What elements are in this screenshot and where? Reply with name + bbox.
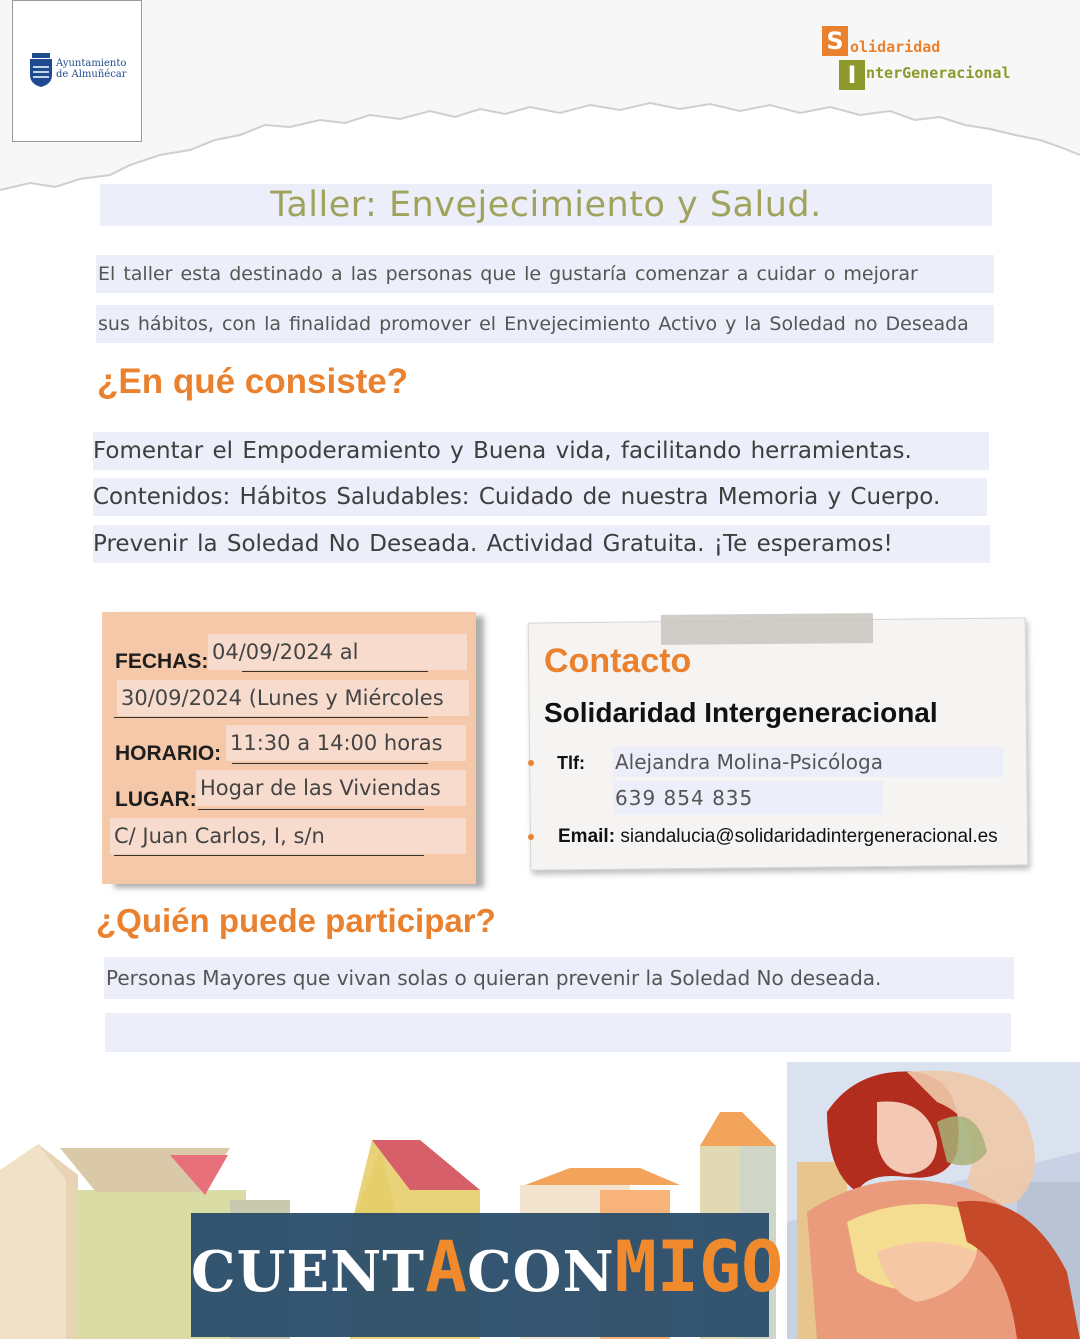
solidaridad-intergeneracional-logo <box>822 26 1022 96</box>
logo-word-2: nterGeneracional <box>866 64 1011 82</box>
logo-letter-i: I <box>839 60 865 90</box>
horario-value: 11:30 a 14:00 horas <box>226 725 466 761</box>
shield-icon <box>29 53 53 87</box>
ayuntamiento-line2: de Almuñécar <box>56 69 127 80</box>
campaign-word-3: CON <box>467 1239 615 1305</box>
tape-strip <box>661 613 873 645</box>
fechas-underline-2 <box>114 717 428 718</box>
ayuntamiento-name <box>56 58 127 80</box>
campaign-word-1: CUENT <box>191 1239 425 1305</box>
bullet-icon <box>528 760 534 766</box>
contact-person: Alejandra Molina-Psicóloga <box>613 747 1003 777</box>
tlf-label: Tlf: <box>557 753 585 773</box>
contact-heading: Contacto <box>544 642 692 680</box>
event-info-box <box>102 612 476 884</box>
lugar-label: LUGAR: <box>115 788 197 811</box>
campaign-word-4: MIGO <box>614 1226 784 1308</box>
fechas-value-1: 04/09/2024 al <box>208 634 467 670</box>
logo-letter-s: S <box>822 26 848 56</box>
fechas-underline <box>242 671 428 672</box>
horario-label: HORARIO: <box>115 742 222 765</box>
email-row <box>558 826 998 848</box>
consiste-line-3: Prevenir la Soledad No Deseada. Actividad Gratuita. ¡Te esperamos! <box>93 525 990 563</box>
intro-line-2: sus hábitos, con la finalidad promover el Envejecimiento Activo y la Soledad no Deseada <box>96 305 994 343</box>
logo-word-1: olidaridad <box>850 38 941 56</box>
fechas-value-2: 30/09/2024 (Lunes y Miércoles <box>117 680 469 716</box>
campaign-word-2: A <box>424 1226 468 1308</box>
intro-line-1: El taller esta destinado a las personas que le gustaría comenzar a cuidar o mejorar <box>96 255 994 293</box>
bullet-icon <box>528 834 534 840</box>
ayuntamiento-logo-frame <box>12 0 142 142</box>
page-title: Taller: Envejecimiento y Salud. <box>100 184 992 226</box>
contact-organization: Solidaridad Intergeneracional <box>544 697 938 728</box>
lugar-value-1: Hogar de las Viviendas <box>196 770 466 806</box>
lugar-underline <box>198 809 424 810</box>
consiste-line-2: Contenidos: Hábitos Saludables: Cuidado de nuestra Memoria y Cuerpo. <box>93 478 987 516</box>
lugar-underline-2 <box>114 855 424 856</box>
quien-text: Personas Mayores que vivan solas o quieran prevenir la Soledad No deseada. <box>104 957 1014 999</box>
ayuntamiento-line1: Ayuntamiento <box>56 58 127 69</box>
section-heading-consiste: ¿En qué consiste? <box>97 362 409 401</box>
email-label: Email: <box>558 826 616 847</box>
horario-underline <box>232 763 428 764</box>
consiste-line-1: Fomentar el Empoderamiento y Buena vida, facilitando herramientas. <box>93 432 989 470</box>
email-address[interactable]: siandalucia@solidaridadintergeneracional.es <box>620 826 998 847</box>
section-heading-quien: ¿Quién puede participar? <box>96 902 496 939</box>
empty-text-band <box>105 1013 1011 1052</box>
contact-phone[interactable]: 639 854 835 <box>613 781 883 815</box>
fechas-label: FECHAS: <box>115 650 209 673</box>
lugar-value-2: C/ Juan Carlos, I, s/n <box>110 818 466 854</box>
campaign-logo-text <box>191 1226 784 1308</box>
caregiver-illustration <box>787 1062 1080 1339</box>
